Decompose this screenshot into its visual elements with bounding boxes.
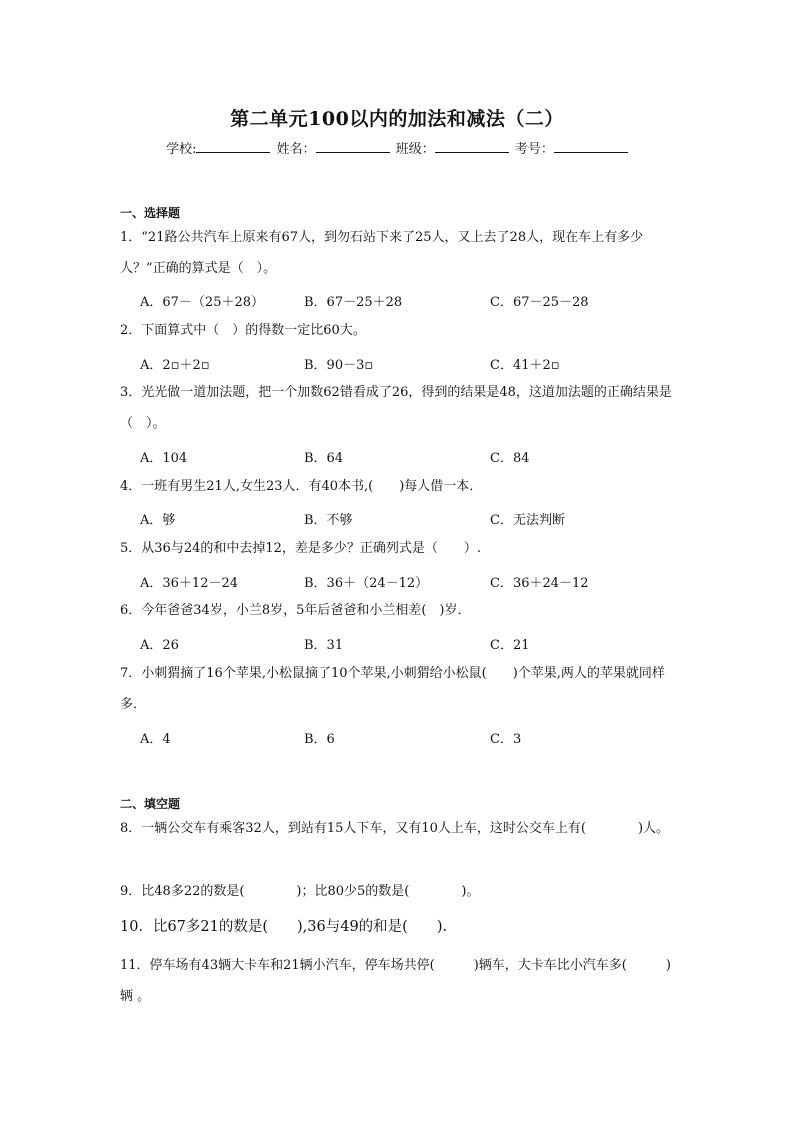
option-c[interactable]: C．36＋24－12 xyxy=(490,576,589,591)
name-blank[interactable] xyxy=(316,140,390,153)
options-3 xyxy=(140,447,680,467)
options-1 xyxy=(140,291,680,311)
name-label: 姓名： xyxy=(276,142,316,157)
question-7: 7．小刺猬摘了16个苹果,小松鼠摘了10个苹果,小刺猬给小松鼠( )个苹果,两人的苹果就同样多． xyxy=(120,666,665,712)
option-a[interactable]: A．够 xyxy=(140,513,176,528)
option-c[interactable]: C．84 xyxy=(490,451,530,466)
question-6: 6．今年爸爸34岁，小兰8岁，5年后爸爸和小兰相差( )岁． xyxy=(120,603,471,618)
option-a[interactable]: A．2▫＋2▫ xyxy=(140,358,210,373)
question-3: 3．光光做一道加法题，把一个加数62错看成了26，得到的结果是48，这道加法题的正确结果是（ ）。 xyxy=(120,385,672,431)
options-7 xyxy=(140,728,680,748)
exam-no-blank[interactable] xyxy=(554,140,628,153)
exam-no-label: 考号： xyxy=(514,142,554,157)
question-9: 9．比48多22的数是( )；比80少5的数是( )。 xyxy=(120,884,480,899)
class-label: 班级： xyxy=(395,142,435,157)
class-blank[interactable] xyxy=(435,140,509,153)
option-b[interactable]: B．64 xyxy=(304,451,344,466)
question-11: 11．停车场有43辆大卡车和21辆小汽车，停车场共停( )辆车，大卡车比小汽车多( )辆 。 xyxy=(120,958,671,1004)
option-a[interactable]: A．104 xyxy=(140,451,188,466)
section-heading-choice: 一、选择题 xyxy=(120,206,181,220)
section-heading-fill: 二、填空题 xyxy=(120,797,181,811)
page-title: 第二单元100以内的加法和减法（二） xyxy=(230,108,564,130)
option-b[interactable]: B．90－3▫ xyxy=(304,358,374,373)
option-c[interactable]: C．无法判断 xyxy=(490,513,565,528)
options-2 xyxy=(140,354,680,374)
options-6 xyxy=(140,634,680,654)
student-info-line xyxy=(0,138,794,157)
question-8: 8．一辆公交车有乘客32人，到站有15人下车，又有10人上车，这时公交车上有( )人。 xyxy=(120,821,670,836)
option-b[interactable]: B．不够 xyxy=(304,513,353,528)
option-c[interactable]: C．21 xyxy=(490,638,530,653)
school-blank[interactable] xyxy=(196,140,270,153)
question-1: 1．“21路公共汽车上原来有67人，到勿石站下来了25人，又上去了28人，现在车上有多少人？”正确的算式是（ ）。 xyxy=(120,230,644,276)
question-2: 2．下面算式中（ ）的得数一定比60大。 xyxy=(120,323,366,338)
option-a[interactable]: A．36＋12－24 xyxy=(140,576,239,591)
option-c[interactable]: C．3 xyxy=(490,732,522,747)
question-4: 4．一班有男生21人,女生23人．有40本书,( )每人借一本． xyxy=(120,479,483,494)
option-b[interactable]: B．31 xyxy=(304,638,344,653)
option-a[interactable]: A．26 xyxy=(140,638,179,653)
question-10: 10．比67多21的数是( ),36与49的和是( ). xyxy=(120,919,448,935)
option-c[interactable]: C．41＋2▫ xyxy=(490,358,560,373)
school-label: 学校: xyxy=(166,142,197,157)
option-b[interactable]: B．67－25＋28 xyxy=(304,295,403,310)
options-4 xyxy=(140,509,680,529)
options-5 xyxy=(140,572,680,592)
question-5: 5．从36与24的和中去掉12，差是多少？正确列式是（ ）. xyxy=(120,541,482,556)
option-a[interactable]: A．67－（25＋28） xyxy=(140,295,265,310)
option-c[interactable]: C．67－25－28 xyxy=(490,295,589,310)
option-b[interactable]: B．36＋（24－12） xyxy=(304,576,429,591)
option-b[interactable]: B．6 xyxy=(304,732,335,747)
option-a[interactable]: A．4 xyxy=(140,732,171,747)
